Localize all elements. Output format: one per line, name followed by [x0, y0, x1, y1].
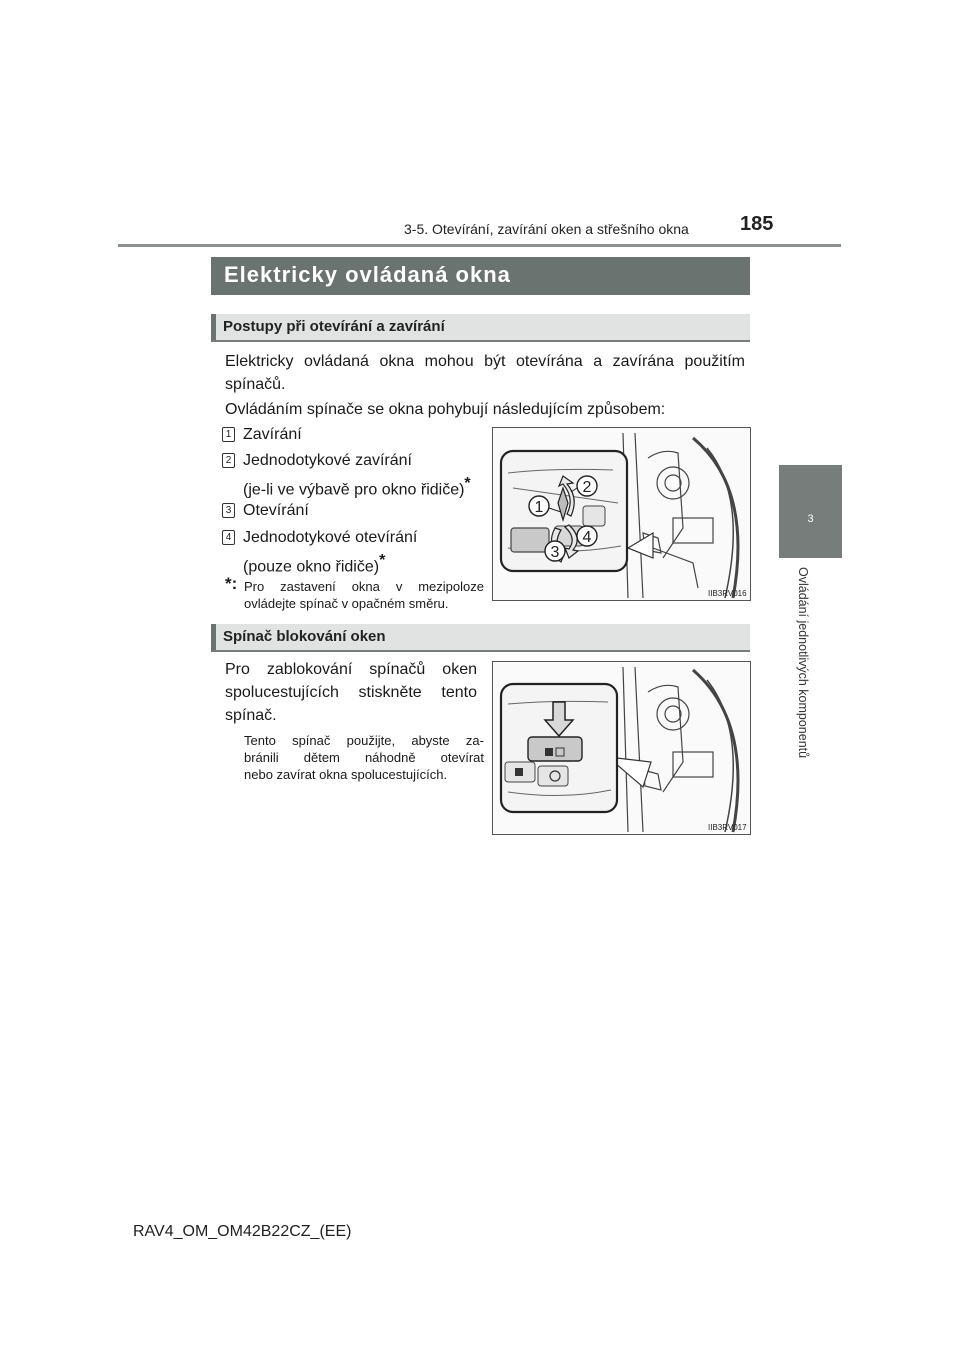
item-number-box: 2	[222, 453, 235, 468]
svg-text:1: 1	[534, 499, 544, 516]
item-label: Jednodotykové otevírání	[243, 529, 418, 546]
section-heading-accent	[211, 624, 216, 650]
item-number-box: 3	[222, 503, 235, 518]
document-footer-code: RAV4_OM_OM42B22CZ_(EE)	[133, 1223, 352, 1240]
svg-text:4: 4	[582, 529, 592, 546]
svg-text:2: 2	[582, 479, 592, 496]
item-number-box: 4	[222, 530, 235, 545]
header-rule	[118, 244, 841, 247]
figure-code: IIB3RV017	[708, 823, 747, 832]
item-sublabel-text: (pouze okno řidiče)	[243, 558, 380, 576]
figure-code: IIB3RV016	[708, 589, 747, 598]
footnote-line-2: ovládejte spínač v opačném směru.	[244, 596, 449, 611]
section-heading-bar	[211, 624, 750, 652]
chapter-header: 3-5. Otevírání, zavírání oken a střešního okna	[404, 221, 689, 237]
section-heading: Spínač blokování oken	[223, 628, 386, 645]
intro-paragraph-2: Ovládáním spínače se okna pohybují následujícím způsobem:	[225, 401, 666, 418]
item-label: Jednodotykové zavírání	[243, 452, 412, 469]
chapter-side-tab	[779, 465, 842, 558]
footnote-line-1: Pro zastavení okna v mezipoloze	[244, 579, 484, 594]
item-label: Otevírání	[243, 502, 309, 519]
section-heading: Postupy při otevírání a zavírání	[223, 318, 445, 335]
lock-paragraph-line-1: Pro zablokování spínačů oken	[225, 661, 477, 678]
lock-note-line-1: Tento spínač použijte, abyste za-	[244, 733, 484, 748]
intro-line-2: spínačů.	[225, 376, 286, 393]
window-switch-figure	[492, 427, 751, 601]
item-number-box: 1	[222, 427, 235, 442]
item-sublabel-text: (je-li ve výbavě pro okno řidiče)	[243, 481, 465, 499]
chapter-side-title: Ovládání jednotlivých komponentů	[796, 567, 810, 759]
item-sublabel	[243, 472, 471, 501]
lock-paragraph-line-3: spínač.	[225, 707, 277, 724]
lock-paragraph-line-2: spolucestujících stiskněte tento	[225, 684, 477, 701]
lock-note-line-2: bránili dětem náhodně otevírat	[244, 750, 484, 765]
page-title: Elektricky ovládaná okna	[224, 262, 511, 287]
lock-note-line-3: nebo zavírat okna spolucestujících.	[244, 767, 448, 782]
callout-3	[545, 541, 565, 561]
window-lock-illustration	[493, 662, 750, 834]
footnote-mark: *:	[225, 574, 238, 593]
callout-4	[577, 526, 597, 546]
footnote-star: *	[379, 552, 386, 569]
section-heading-bar	[211, 314, 750, 342]
svg-text:3: 3	[550, 544, 560, 561]
page-number: 185	[740, 213, 774, 235]
footnote-star: *	[464, 475, 471, 492]
item-sublabel	[243, 549, 385, 578]
window-lock-figure	[492, 661, 751, 835]
intro-line-1: Elektricky ovládaná okna mohou být otevírána a zavírána použitím	[225, 353, 745, 370]
chapter-side-tab-number: 3	[807, 513, 814, 525]
section-heading-accent	[211, 314, 216, 340]
window-switch-illustration	[493, 428, 750, 600]
item-label: Zavírání	[243, 426, 302, 443]
